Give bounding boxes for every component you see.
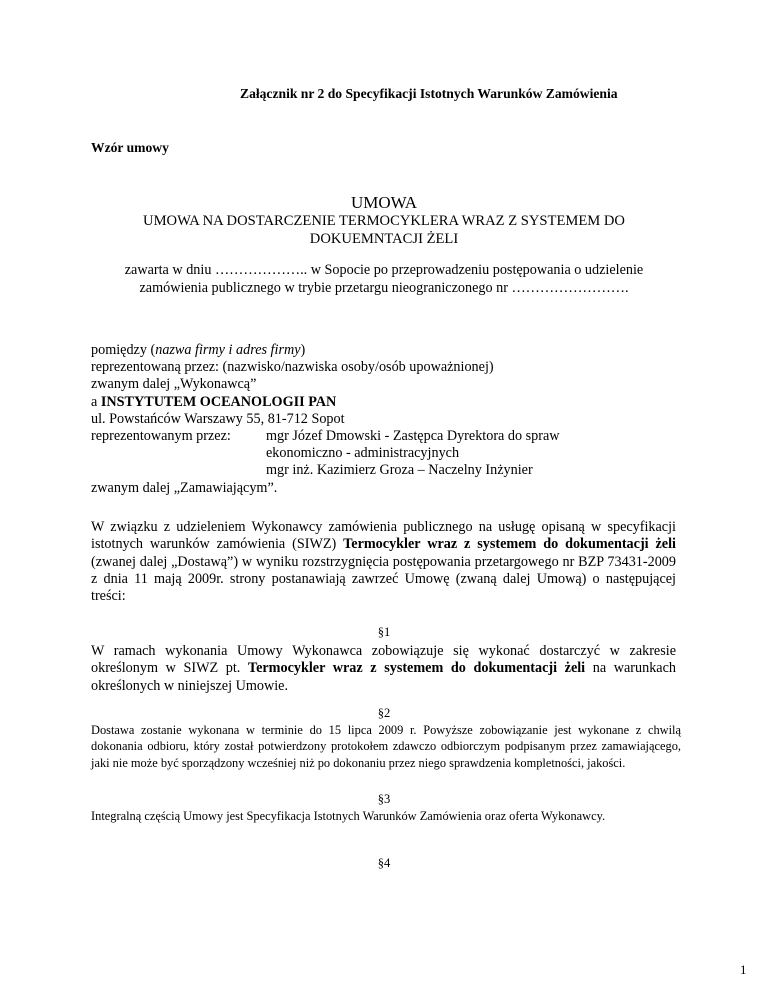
representative-2: mgr inż. Kazimierz Groza – Naczelny Inżynier (266, 462, 533, 479)
between-line: pomiędzy (nazwa firmy i adres firmy) (91, 342, 306, 358)
section-1-subject: Termocykler wraz z systemem do dokumentacji żeli (247, 660, 586, 677)
contract-subtitle-line2: DOKUEMNTACJI ŻELI (309, 231, 459, 247)
concluded-line2: zamówienia publicznego w trybie przetargu nieograniczonego nr ……………………. (139, 280, 629, 296)
section-3-text: Integralną częścią Umowy jest Specyfikacja Istotnych Warunków Zamówienia oraz oferta Wykonawcy. (91, 809, 606, 823)
representative-1: mgr Józef Dmowski - Zastępca Dyrektora do spraw (266, 428, 560, 445)
contract-subtitle (0, 212, 768, 248)
represented-by-line (91, 428, 691, 445)
subject-name: Termocykler wraz z systemem do dokumentacji żeli (343, 536, 676, 553)
contract-subtitle-line1: UMOWA NA DOSTARCZENIE TERMOCYKLERA WRAZ Z SYSTEMEM DO (143, 213, 625, 229)
section-4-mark: §4 (377, 856, 391, 870)
intro-paragraph: W związku z udzieleniem Wykonawcy zamówienia publicznego na usługę opisaną w specyfikacji istotnych warunków zamówienia (SIWZ) Termocykler wraz z systemem do dokumentacji żeli (zwanej dalej „Dostawą”) w wyniku rozstrzygnięcia postępowania przetargowego nr BZP 73431-2009 z dnia 11 mają 2009r. strony postanawiają zawrzeć Umowę (zwaną dalej Umową) o następującej treści: (91, 519, 676, 605)
contractor-called-line: zwanym dalej „Wykonawcą” (91, 376, 257, 393)
represented-line: reprezentowaną przez: (nazwisko/nazwiska osoby/osób upoważnionej) (91, 359, 494, 376)
section-3-mark: §3 (377, 792, 391, 806)
section-2-text: Dostawa zostanie wykonana w terminie do 15 lipca 2009 r. Powyższe zobowiązanie jest wykonane z chwilą dokonania odbioru, który został potwierdzony protokołem zdawczo odbiorczym podpisanym przez zamawiającego, jaki nie może być sporządzony wcześniej niż po dokonaniu przez niego sprawdzenia kompletności, jakości. (91, 723, 681, 770)
institute-name: INSTYTUTEM OCEANOLOGII PAN (100, 393, 337, 410)
annex-header: Załącznik nr 2 do Specyfikacji Istotnych Warunków Zamówienia (240, 86, 618, 101)
represented-by-label: reprezentowanym przez: (91, 428, 231, 445)
concluded-clause (80, 261, 688, 297)
concluded-line1: zawarta w dniu ……………….. w Sopocie po przeprowadzeniu postępowania o udzielenie (124, 262, 644, 278)
parties-block (91, 342, 691, 497)
company-placeholder: nazwa firmy i adres firmy (155, 342, 301, 358)
institute-address: ul. Powstańców Warszawy 55, 81-712 Sopot (91, 410, 345, 427)
section-1-text: W ramach wykonania Umowy Wykonawca zobowiązuje się wykonać dostarczyć w zakresie określonym w SIWZ pt. Termocykler wraz z systemem do dokumentacji żeli na warunkach określonych w niniejszej Umowie. (91, 643, 676, 694)
contract-title: UMOWA (350, 193, 418, 212)
section-1-mark: §1 (377, 625, 391, 639)
page-number: 1 (740, 962, 747, 977)
contract-template-label: Wzór umowy (91, 140, 169, 155)
section-2-mark: §2 (377, 706, 391, 720)
ordering-called-line: zwanym dalej „Zamawiającym”. (91, 479, 278, 496)
representative-1-cont: ekonomiczno - administracyjnych (266, 445, 460, 462)
institute-line: a INSTYTUTEM OCEANOLOGII PAN (91, 393, 337, 410)
